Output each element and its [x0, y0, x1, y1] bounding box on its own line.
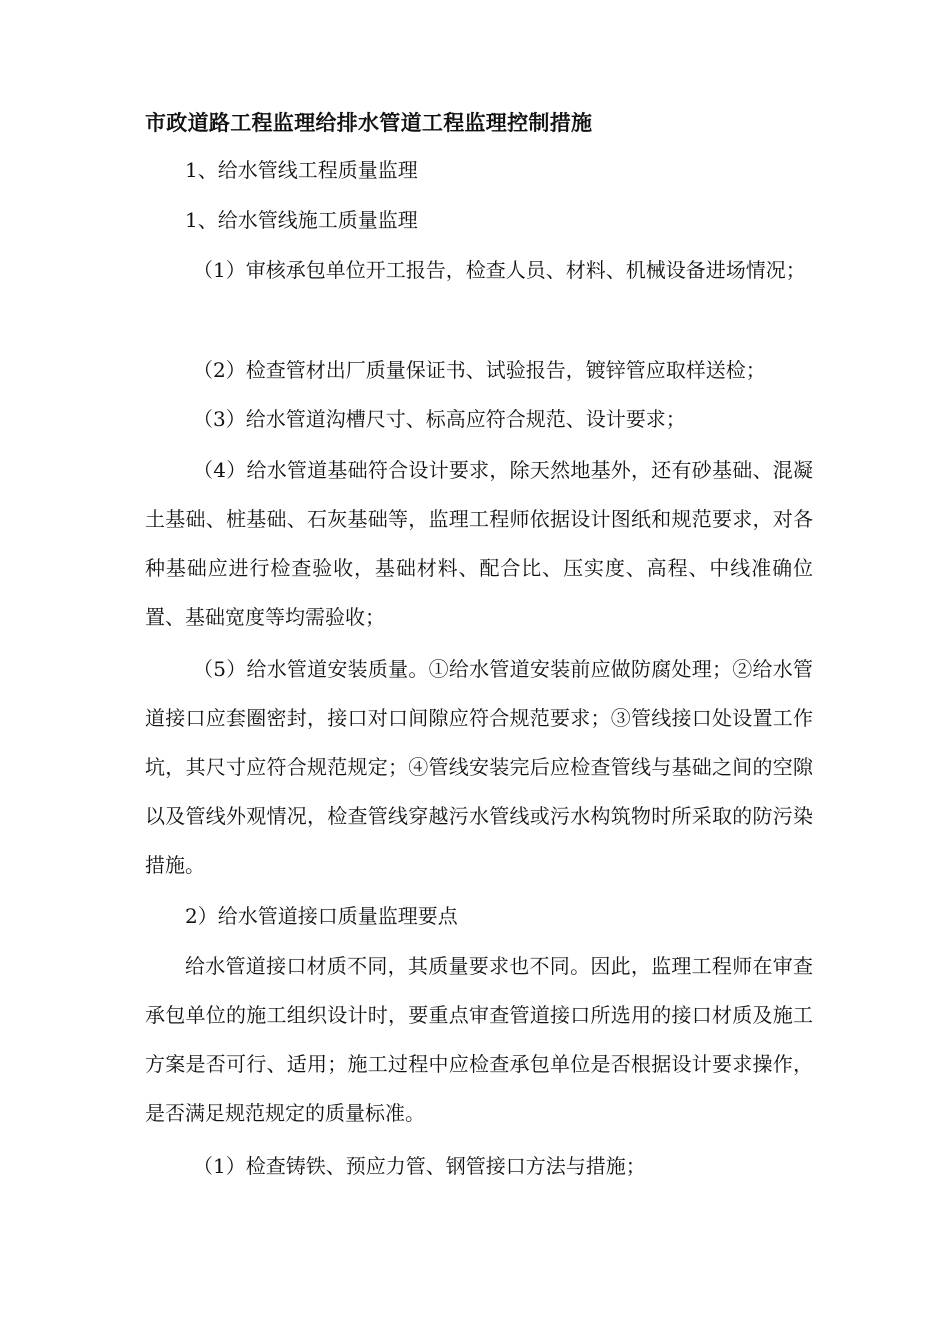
document-title: 市政道路工程监理给排水管道工程监理控制措施 — [145, 110, 593, 135]
paragraph-joint-intro: 给水管道接口材质不同，其质量要求也不同。因此，监理工程师在审查承包单位的施工组织设计时，要重点审查管道接口所选用的接口材质及施工方案是否可行、适用；施工过程中应检查承包单位是否根据设计要求操作，是否满足规范规定的质量标准。 — [145, 954, 813, 1125]
paragraph-item-5: （5）给水管道安装质量。①给水管道安装前应做防腐处理；②给水管道接口应套圈密封，接口对口间隙应符合规范要求；③管线接口处设置工作坑，其尺寸应符合规范规定；④管线安装完后应检查管线与基础之间的空隙以及管线外观情况，检查管线穿越污水管线或污水构筑物时所采取的防污染措施。 — [145, 657, 813, 877]
paragraph-item-2: （2）检查管材出厂质量保证书、试验报告，镀锌管应取样送检； — [193, 358, 766, 382]
paragraph-joint-item-1: （1）检查铸铁、预应力管、钢管接口方法与措施； — [193, 1154, 646, 1178]
heading-construction-quality: 1、给水管线施工质量监理 — [185, 208, 418, 232]
paragraph-item-4: （4）给水管道基础符合设计要求，除天然地基外，还有砂基础、混凝土基础、桩基础、石灰基础等，监理工程师依据设计图纸和规范要求，对各种基础应进行检查验收，基础材料、配合比、压实度、高程、中线准确位置、基础宽度等均需验收； — [145, 458, 813, 629]
heading-water-supply-quality: 1、给水管线工程质量监理 — [185, 158, 418, 182]
paragraph-item-3: （3）给水管道沟槽尺寸、标高应符合规范、设计要求； — [193, 407, 686, 431]
paragraph-item-1: （1）审核承包单位开工报告，检查人员、材料、机械设备进场情况； — [193, 258, 806, 282]
heading-joint-quality: 2）给水管道接口质量监理要点 — [185, 904, 458, 928]
